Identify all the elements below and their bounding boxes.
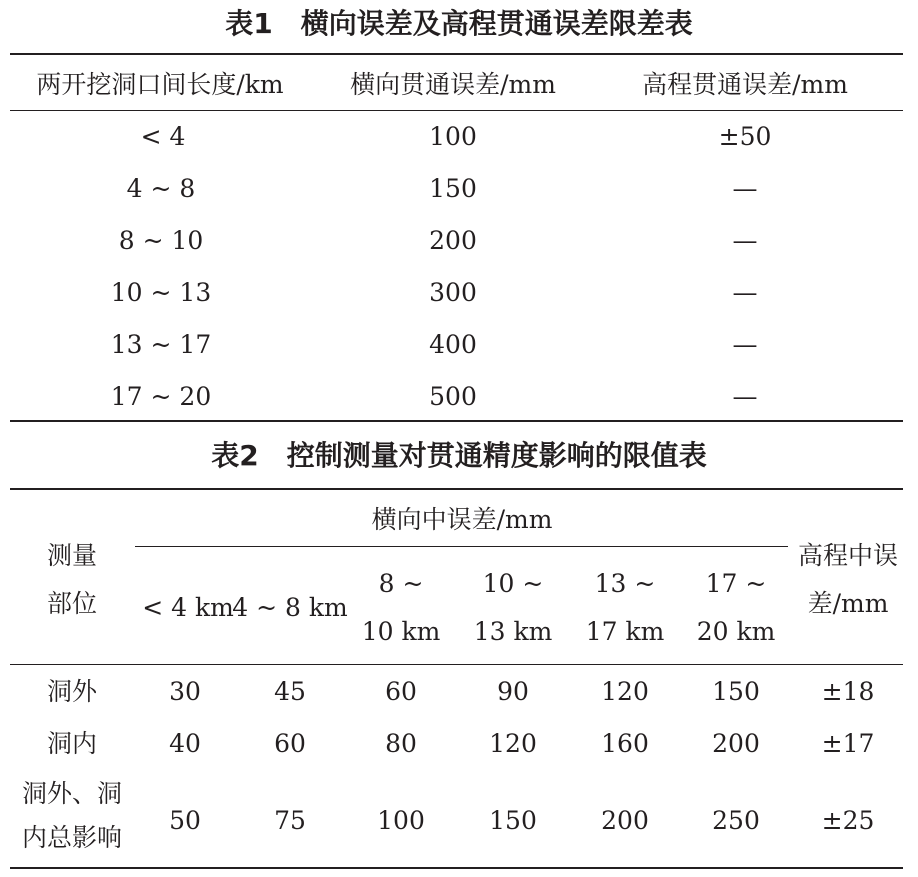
table1-cell: 100 bbox=[429, 122, 477, 151]
table2-cell-elevation: ±17 bbox=[821, 729, 875, 758]
table1-cell: — bbox=[732, 278, 758, 307]
table1-cell: — bbox=[732, 226, 758, 255]
table1-bottom-rule bbox=[10, 420, 903, 422]
table1-cell: 10 ~ 13 bbox=[110, 278, 212, 307]
table2-subheader: < 4 km bbox=[142, 593, 234, 622]
table1-cell: < 4 bbox=[140, 122, 186, 151]
table1-cell: — bbox=[732, 382, 758, 411]
table2-cell: 75 bbox=[274, 806, 306, 835]
table1-cell: 4 ~ 8 bbox=[126, 174, 196, 203]
table2-cell: 30 bbox=[169, 677, 201, 706]
table2-cell: 150 bbox=[489, 806, 537, 835]
table2-cell: 90 bbox=[497, 677, 529, 706]
table2-header-position: 测量部位 bbox=[46, 541, 97, 618]
table2-cell: 60 bbox=[385, 677, 417, 706]
table2-cell: 50 bbox=[169, 806, 201, 835]
table2-header-lateral-group: 横向中误差/mm bbox=[371, 505, 553, 534]
table2-top-rule bbox=[10, 488, 903, 490]
table1-cell: — bbox=[732, 330, 758, 359]
table2-cell: 40 bbox=[169, 729, 201, 758]
table2-subheader: 10 ~ 13 km bbox=[473, 569, 553, 646]
table2-bottom-rule bbox=[10, 867, 903, 869]
table1-cell: 400 bbox=[429, 330, 477, 359]
table2-row-label: 洞内 bbox=[46, 729, 98, 758]
table2-subheader: 4 ~ 8 km bbox=[232, 593, 348, 622]
table2-subheader: 8 ~ 10 km bbox=[361, 569, 441, 646]
table2-cell: 45 bbox=[274, 677, 306, 706]
table1-cell: 500 bbox=[429, 382, 477, 411]
table2-cell: 200 bbox=[712, 729, 760, 758]
table2-cell: 100 bbox=[377, 806, 425, 835]
table2-cell-elevation: ±18 bbox=[821, 677, 875, 706]
table1-top-rule bbox=[10, 53, 903, 55]
table1-cell: 13 ~ 17 bbox=[110, 330, 212, 359]
table2-row-label: 洞外、洞内总影响 bbox=[21, 779, 122, 852]
table2-cell: 160 bbox=[601, 729, 649, 758]
table2-subheader: 17 ~ 20 km bbox=[696, 569, 776, 646]
table1-cell: 300 bbox=[429, 278, 477, 307]
table1-cell: 200 bbox=[429, 226, 477, 255]
table2-cell: 60 bbox=[274, 729, 306, 758]
table1-header-length: 两开挖洞口间长度/km bbox=[36, 70, 284, 99]
table2-cell-elevation: ±25 bbox=[821, 806, 875, 835]
table2-cell: 120 bbox=[601, 677, 649, 706]
table2-cell: 80 bbox=[385, 729, 417, 758]
table2-cell: 120 bbox=[489, 729, 537, 758]
table1-header-lateral: 横向贯通误差/mm bbox=[350, 70, 556, 99]
table1-cell: 17 ~ 20 bbox=[110, 382, 212, 411]
table1-cell: ±50 bbox=[718, 122, 772, 151]
table1-title: 表1 横向误差及高程贯通误差限差表 bbox=[225, 7, 693, 40]
table1-header-rule bbox=[10, 110, 903, 111]
table1-cell: — bbox=[732, 174, 758, 203]
table2-cell: 200 bbox=[601, 806, 649, 835]
table2-group-rule bbox=[135, 546, 788, 547]
table1-header-elevation: 高程贯通误差/mm bbox=[642, 70, 848, 99]
table2-subheader: 13 ~ 17 km bbox=[585, 569, 665, 646]
table1-cell: 150 bbox=[429, 174, 477, 203]
table2-header-elevation: 高程中误差/mm bbox=[797, 541, 898, 618]
table2-cell: 150 bbox=[712, 677, 760, 706]
table2-row-label: 洞外 bbox=[46, 677, 98, 706]
table1-cell: 8 ~ 10 bbox=[118, 226, 204, 255]
table2-title: 表2 控制测量对贯通精度影响的限值表 bbox=[211, 439, 707, 472]
table2-cell: 250 bbox=[712, 806, 760, 835]
table2-header-rule bbox=[10, 664, 903, 665]
